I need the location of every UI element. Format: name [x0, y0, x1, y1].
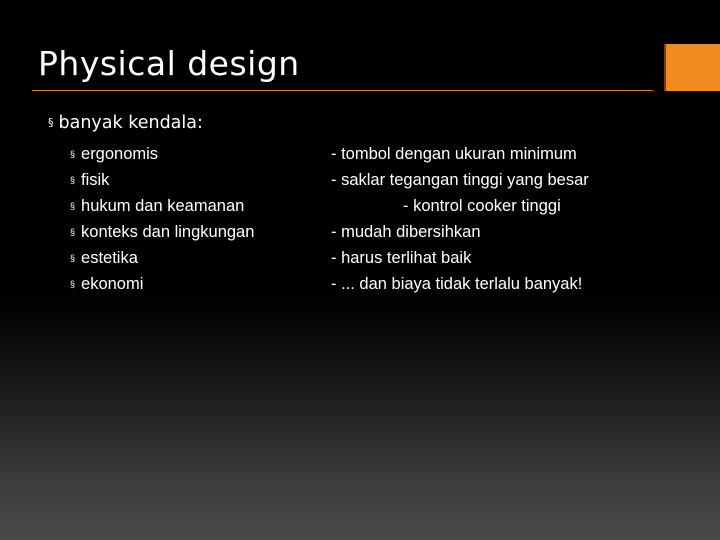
sub-bullet-item	[70, 245, 254, 271]
sub-bullet-text: ergonomis	[81, 145, 159, 163]
sub-bullet-item	[70, 141, 254, 167]
main-bullet-text: banyak kendala:	[58, 113, 203, 133]
bullet-icon: §	[70, 279, 76, 289]
detail-line: - saklar tegangan tinggi yang besar	[331, 171, 589, 189]
sub-bullet-text: estetika	[81, 249, 138, 267]
constraint-details-list	[331, 141, 589, 297]
sub-bullet-text: konteks dan lingkungan	[81, 223, 255, 241]
orange-accent-square	[664, 44, 720, 91]
sub-bullet-text: fisik	[81, 171, 110, 189]
bullet-icon: §	[70, 149, 76, 159]
bullet-icon: §	[70, 175, 76, 185]
bullet-icon: §	[70, 201, 76, 211]
sub-bullet-item	[70, 167, 254, 193]
bullet-icon: §	[70, 227, 76, 237]
sub-bullet-item	[70, 219, 254, 245]
detail-line: - kontrol cooker tinggi	[403, 197, 561, 215]
detail-line: - ... dan biaya tidak terlalu banyak!	[331, 275, 583, 293]
detail-line: - tombol dengan ukuran minimum	[331, 145, 577, 163]
slide-title: Physical design	[38, 44, 300, 83]
main-bullet	[48, 113, 203, 133]
sub-bullet-text: hukum dan keamanan	[81, 197, 245, 215]
bullet-icon: §	[70, 253, 76, 263]
title-underline	[32, 90, 653, 91]
sub-bullet-item	[70, 193, 254, 219]
detail-line: - harus terlihat baik	[331, 249, 472, 267]
sub-bullet-text: ekonomi	[81, 275, 144, 293]
sub-bullet-list	[70, 141, 254, 297]
bullet-icon: §	[48, 116, 54, 129]
detail-line: - mudah dibersihkan	[331, 223, 481, 241]
sub-bullet-item	[70, 271, 254, 297]
